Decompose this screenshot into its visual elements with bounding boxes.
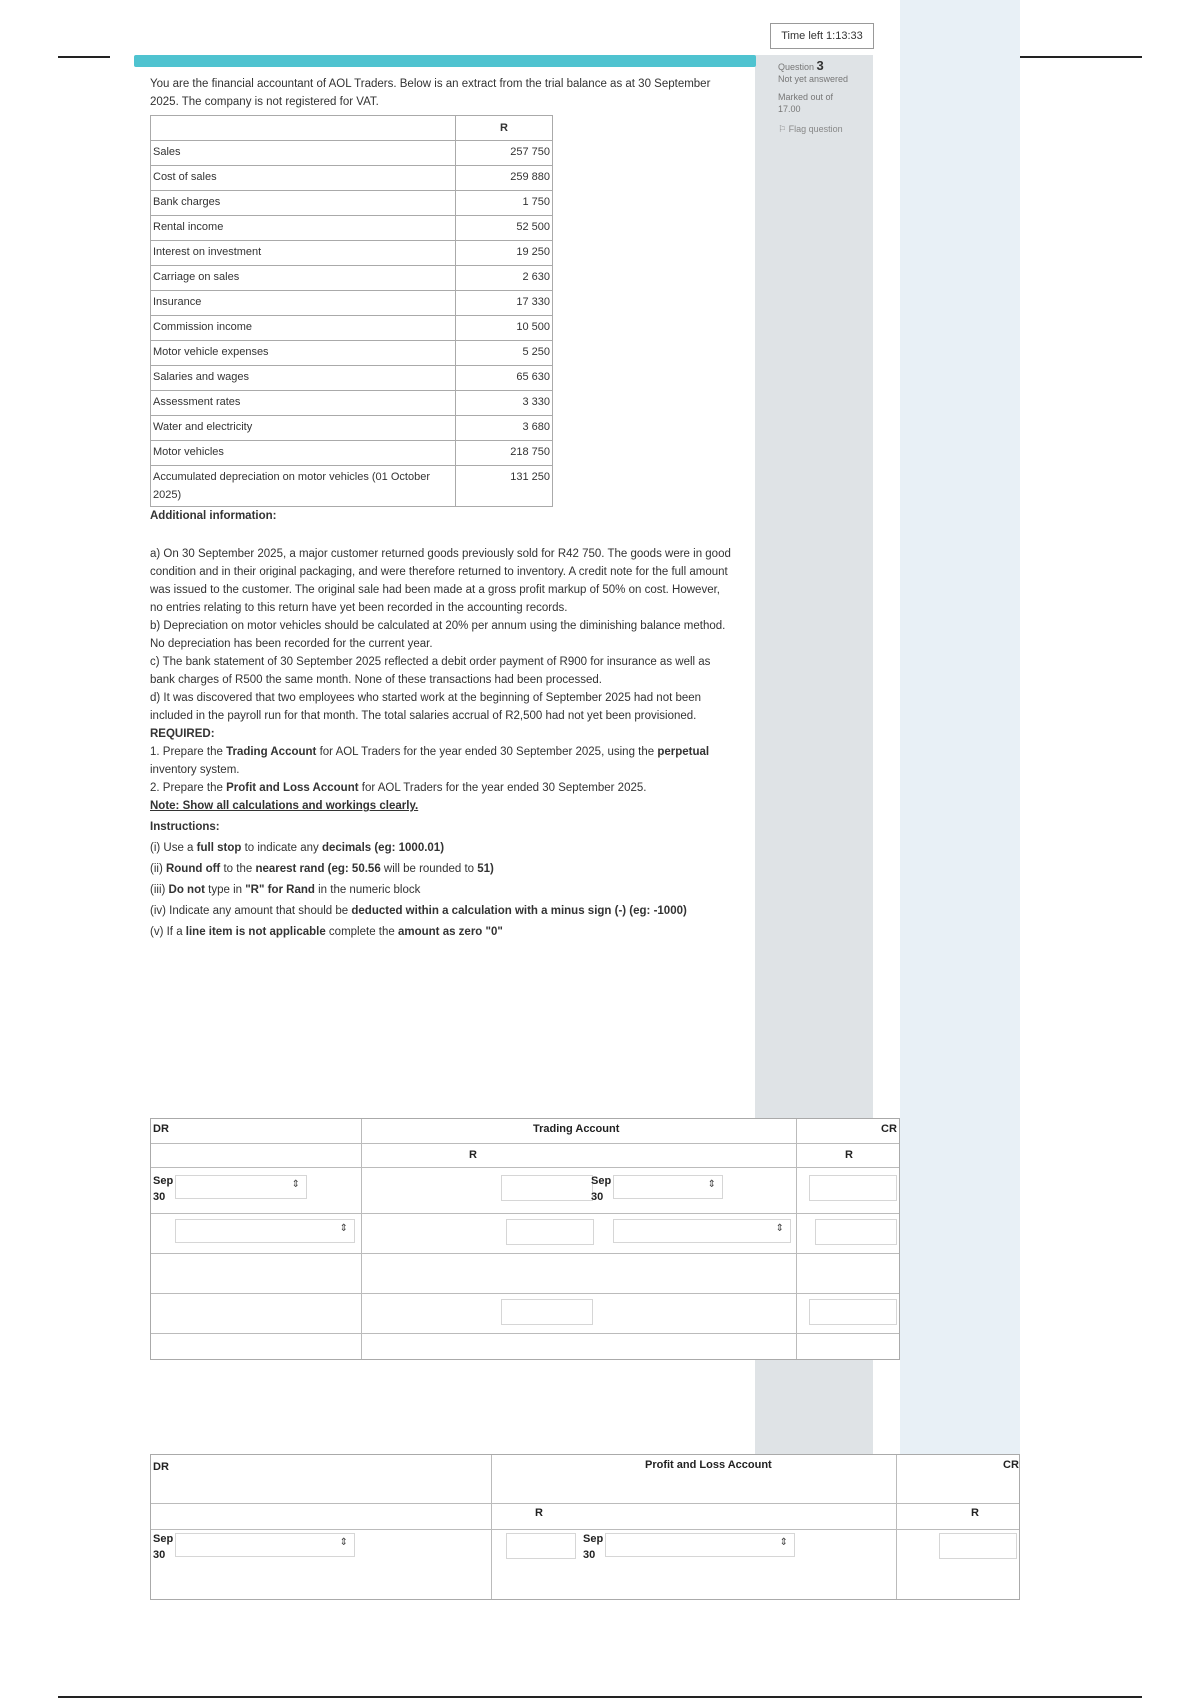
- chevron-updown-icon: ⇕: [775, 1223, 784, 1234]
- pl-dr-date: Sep 30: [153, 1533, 174, 1561]
- trading-cr-amount-1[interactable]: [809, 1175, 897, 1201]
- intro-text: You are the financial accountant of AOL Traders. Below is an extract from the trial balance as at 30 September 2025. The company is not registered for VAT.: [150, 78, 711, 108]
- trading-dr-total[interactable]: [501, 1299, 593, 1325]
- question-info: [778, 60, 868, 135]
- profit-and-loss-account: [150, 1454, 1020, 1600]
- pl-dr-select-1[interactable]: [175, 1533, 355, 1557]
- trial-balance-table: [150, 115, 553, 507]
- trading-dr-label: DR: [153, 1123, 169, 1135]
- table-row: Assessment rates 3 330: [151, 391, 553, 416]
- additional-info-title: Additional information:: [150, 510, 277, 522]
- trading-dr-amount-1[interactable]: [501, 1175, 593, 1201]
- tb-header-blank: [151, 116, 456, 141]
- question-label: Question: [778, 62, 815, 72]
- pl-cr-label: CR: [1003, 1459, 1019, 1471]
- required-title: REQUIRED:: [150, 728, 215, 740]
- question-text: [150, 75, 735, 944]
- pl-cr-select-1[interactable]: [605, 1533, 795, 1557]
- marks-value: 17.00: [778, 104, 801, 114]
- trading-dr-select-2[interactable]: [175, 1219, 355, 1243]
- table-row: Insurance 17 330: [151, 291, 553, 316]
- trading-dr-date: Sep 30: [153, 1175, 174, 1203]
- table-row: Interest on investment 19 250: [151, 241, 553, 266]
- question-number: 3: [816, 58, 824, 73]
- marked-label: Marked out of: [778, 92, 834, 102]
- instruction-3: (iii) Do not type in "R" for Rand in the numeric block: [150, 884, 421, 896]
- table-row: Carriage on sales 2 630: [151, 266, 553, 291]
- required-item-2: 2. Prepare the Profit and Loss Account for AOL Traders for the year ended 30 September 2025.: [150, 782, 647, 794]
- trading-account-title: Trading Account: [533, 1123, 620, 1135]
- chevron-updown-icon: ⇕: [339, 1223, 348, 1234]
- pl-cr-date: Sep 30: [583, 1533, 604, 1561]
- instruction-4: (iv) Indicate any amount that should be deducted within a calculation with a minus sign (-) (eg: -1000): [150, 905, 687, 917]
- trading-cr-total[interactable]: [809, 1299, 897, 1325]
- table-row: Sales 257 750: [151, 141, 553, 166]
- trading-cr-amount-2[interactable]: [815, 1219, 897, 1245]
- table-row: Rental income 52 500: [151, 216, 553, 241]
- table-row: Salaries and wages 65 630: [151, 366, 553, 391]
- info-item-a: a) On 30 September 2025, a major customer returned goods previously sold for R42 750. The goods were in good condition and in their original packaging, and were therefore returned to inventory. A credit note for the full amount was issued to the customer. The original sale had been made at a gross profit markup of 50% on cost. However, no entries relating to this return have yet been recorded in the accounting records.: [150, 548, 731, 614]
- trading-r-left: R: [469, 1149, 477, 1161]
- question-header-bar: [134, 55, 756, 67]
- pl-account-title: Profit and Loss Account: [645, 1459, 772, 1471]
- bottom-rule: [58, 1696, 1142, 1698]
- chevron-updown-icon: ⇕: [291, 1179, 300, 1190]
- pl-dr-amount-1[interactable]: [506, 1533, 576, 1559]
- trading-cr-select-1[interactable]: [613, 1175, 723, 1199]
- trading-cr-label: CR: [881, 1123, 897, 1135]
- trading-cr-select-2[interactable]: [613, 1219, 791, 1243]
- info-item-d: d) It was discovered that two employees who started work at the beginning of September 2025 had not been included in the payroll run for that month. The total salaries accrual of R2,500 had not yet been provisioned.: [150, 692, 702, 722]
- tb-header-currency: R: [456, 116, 553, 141]
- table-row: Motor vehicle expenses 5 250: [151, 341, 553, 366]
- table-row: Bank charges 1 750: [151, 191, 553, 216]
- table-row: Water and electricity 3 680: [151, 416, 553, 441]
- pl-cr-amount-1[interactable]: [939, 1533, 1017, 1559]
- table-row: Motor vehicles 218 750: [151, 441, 553, 466]
- table-row: Commission income 10 500: [151, 316, 553, 341]
- required-item-1: 1. Prepare the Trading Account for AOL Traders for the year ended 30 September 2025, using the perpetual inventory system.: [150, 746, 710, 776]
- top-rule-left: [58, 56, 110, 58]
- table-row: Cost of sales 259 880: [151, 166, 553, 191]
- instruction-2: (ii) Round off to the nearest rand (eg: 50.56 will be rounded to 51): [150, 863, 494, 875]
- trading-account: [150, 1118, 900, 1360]
- instruction-5: (v) If a line item is not applicable complete the amount as zero "0": [150, 926, 503, 938]
- chevron-updown-icon: ⇕: [339, 1537, 348, 1548]
- pl-r-right: R: [971, 1507, 979, 1519]
- instructions-title: Instructions:: [150, 821, 220, 833]
- chevron-updown-icon: ⇕: [707, 1179, 716, 1190]
- flag-question-link[interactable]: ⚐ Flag question: [778, 124, 843, 134]
- trading-dr-select-1[interactable]: [175, 1175, 307, 1199]
- info-item-b: b) Depreciation on motor vehicles should be calculated at 20% per annum using the diminishing balance method. No depreciation has been recorded for the current year.: [150, 620, 726, 650]
- question-info-column: [755, 55, 873, 1600]
- chevron-updown-icon: ⇕: [779, 1537, 788, 1548]
- trading-cr-date: Sep 30: [591, 1175, 612, 1203]
- pl-r-left: R: [535, 1507, 543, 1519]
- top-rule-right: [1020, 56, 1142, 58]
- answer-status: Not yet answered: [778, 74, 849, 84]
- time-left: Time left 1:13:33: [770, 23, 874, 49]
- info-item-c: c) The bank statement of 30 September 2025 reflected a debit order payment of R900 for insurance as well as bank charges of R500 the same month. None of these transactions had been processed.: [150, 656, 711, 686]
- side-panel: [900, 0, 1020, 1600]
- trading-dr-amount-2[interactable]: [506, 1219, 594, 1245]
- flag-icon: ⚐: [778, 124, 787, 134]
- note-text: Note: Show all calculations and workings clearly.: [150, 800, 419, 812]
- pl-dr-label: DR: [153, 1461, 169, 1473]
- instruction-1: (i) Use a full stop to indicate any decimals (eg: 1000.01): [150, 842, 445, 854]
- trading-r-right: R: [845, 1149, 853, 1161]
- instructions: [150, 818, 735, 941]
- table-row: Accumulated depreciation on motor vehicles (01 October 2025) 131 250: [151, 466, 553, 507]
